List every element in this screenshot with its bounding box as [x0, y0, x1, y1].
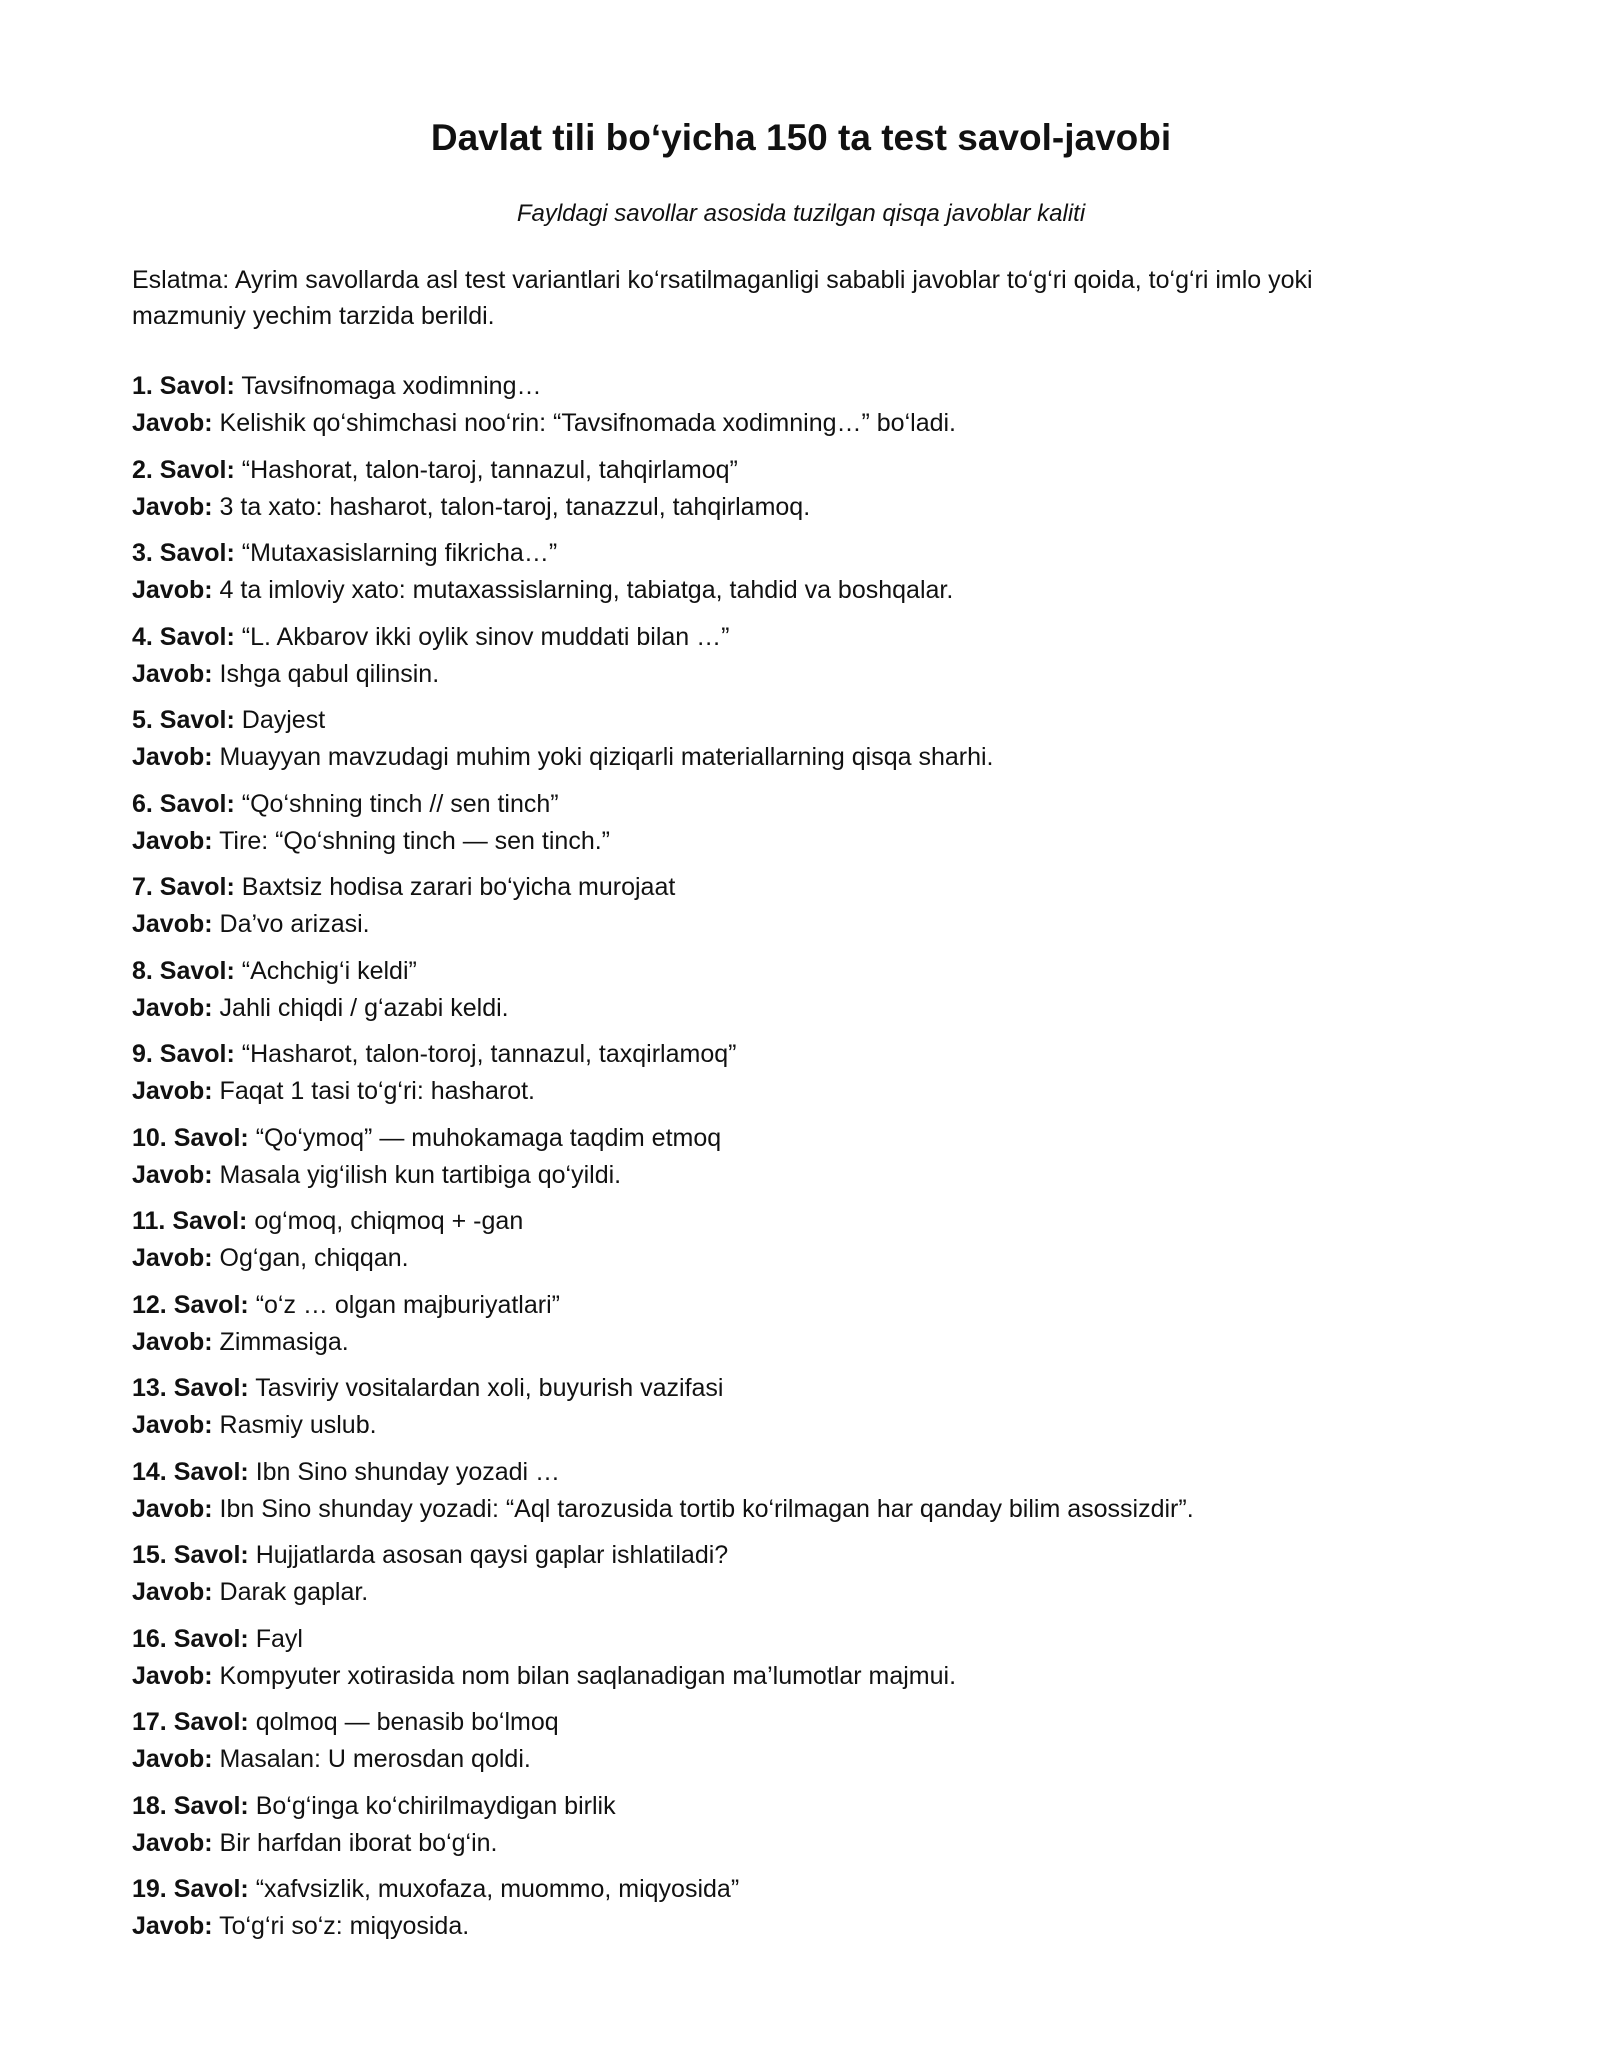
question-label: 9. Savol:: [132, 1040, 235, 1068]
answer-text: To‘g‘ri so‘z: miqyosida.: [219, 1912, 470, 1940]
answer-line: [132, 739, 1430, 776]
answer-text: Masala yig‘ilish kun tartibiga qo‘yildi.: [219, 1160, 622, 1189]
qa-item: [132, 1704, 1430, 1778]
document-note: Eslatma: Ayrim savollarda asl test variantlari ko‘rsatilmaganligi sababli javoblar to‘g‘ri qoida, to‘g‘ri imlo yoki mazmuniy yechim tarzida berildi.: [132, 266, 1313, 330]
qa-item: [132, 452, 1430, 526]
question-line: [132, 1871, 1430, 1908]
question-text: “Qo‘ymoq” — muhokamaga taqdim etmoq: [255, 1123, 722, 1152]
question-line: [132, 452, 1430, 489]
answer-text: Jahli chiqdi / g‘azabi keldi.: [219, 993, 509, 1022]
answer-label: Javob:: [132, 1745, 213, 1773]
question-label: 10. Savol:: [132, 1123, 249, 1152]
document-title: Davlat tili bo‘yicha 150 ta test savol-javobi: [430, 117, 1172, 158]
question-text: Baxtsiz hodisa zarari bo‘yicha murojaat: [241, 873, 676, 901]
question-text: Ibn Sino shunday yozadi …: [255, 1457, 561, 1486]
question-text: “Mutaxasislarning fikricha…”: [241, 539, 558, 567]
answer-label: Javob:: [132, 1077, 213, 1105]
answer-text: Darak gaplar.: [219, 1578, 369, 1606]
answer-line: [132, 489, 1430, 526]
answer-line: [132, 1825, 1430, 1862]
answer-label: Javob:: [132, 576, 213, 604]
answer-label: Javob:: [132, 492, 213, 521]
question-text: Dayjest: [241, 706, 326, 734]
question-text: “L. Akbarov ikki oylik sinov muddati bilan …”: [241, 622, 730, 651]
question-text: “xafvsizlik, muxofaza, muommo, miqyosida”: [255, 1875, 740, 1903]
question-text: “Achchig‘i keldi”: [241, 956, 417, 985]
answer-label: Javob:: [132, 409, 213, 437]
answer-text: Kelishik qo‘shimchasi noo‘rin: “Tavsifnomada xodimning…” bo‘ladi.: [219, 409, 956, 437]
answer-text: Tire: “Qo‘shning tinch — sen tinch.”: [219, 826, 610, 855]
question-line: [132, 1621, 1430, 1658]
question-text: “Hasharot, talon-toroj, tannazul, taxqirlamoq”: [241, 1040, 737, 1068]
question-label: 19. Savol:: [132, 1875, 249, 1903]
qa-item: [132, 1370, 1430, 1444]
question-text: Tasviriy vositalardan xoli, buyurish vazifasi: [255, 1374, 724, 1402]
question-line: [132, 368, 1430, 405]
question-line: [132, 869, 1430, 906]
question-line: [132, 1370, 1430, 1407]
answer-line: [132, 1157, 1430, 1194]
answer-text: Muayyan mavzudagi muhim yoki qiziqarli materiallarning qisqa sharhi.: [219, 743, 994, 771]
answer-text: Faqat 1 tasi to‘g‘ri: hasharot.: [219, 1077, 535, 1105]
answer-line: [132, 572, 1430, 609]
answer-text: Ibn Sino shunday yozadi: “Aql tarozusida tortib ko‘rilmagan har qanday bilim asossizdir”.: [219, 1494, 1194, 1523]
question-line: [132, 619, 1430, 656]
question-label: 8. Savol:: [132, 956, 235, 985]
question-label: 14. Savol:: [132, 1457, 249, 1486]
answer-text: 4 ta imloviy xato: mutaxassislarning, tabiatga, tahdid va boshqalar.: [219, 576, 954, 604]
qa-item: [132, 1871, 1430, 1945]
qa-item: [132, 786, 1430, 860]
answer-line: [132, 1407, 1430, 1444]
answer-label: Javob:: [132, 1661, 213, 1690]
answer-label: Javob:: [132, 1411, 213, 1439]
answer-line: [132, 1491, 1430, 1528]
question-text: og‘moq, chiqmoq + -gan: [254, 1207, 524, 1235]
question-line: [132, 1704, 1430, 1741]
question-line: [132, 1120, 1430, 1157]
question-text: “Qo‘shning tinch // sen tinch”: [241, 789, 559, 818]
question-label: 7. Savol:: [132, 873, 235, 901]
answer-text: Masalan: U merosdan qoldi.: [219, 1745, 531, 1773]
answer-line: [132, 1741, 1430, 1778]
question-line: [132, 786, 1430, 823]
question-label: 11. Savol:: [132, 1207, 248, 1235]
answer-label: Javob:: [132, 1244, 213, 1272]
answer-text: Og‘gan, chiqqan.: [219, 1244, 409, 1272]
answer-text: 3 ta xato: hasharot, talon-taroj, tanazzul, tahqirlamoq.: [219, 492, 811, 521]
question-label: 16. Savol:: [132, 1624, 249, 1653]
answer-label: Javob:: [132, 1494, 213, 1523]
qa-item: [132, 869, 1430, 943]
qa-item: [132, 535, 1430, 609]
question-text: Fayl: [255, 1624, 303, 1653]
answer-text: Rasmiy uslub.: [219, 1411, 377, 1439]
question-line: [132, 1454, 1430, 1491]
question-line: [132, 1203, 1430, 1240]
answer-line: [132, 1073, 1430, 1110]
answer-line: [132, 405, 1430, 442]
qa-item: [132, 1621, 1430, 1695]
answer-line: [132, 1574, 1430, 1611]
qa-item: [132, 1036, 1430, 1110]
answer-text: Da’vo arizasi.: [219, 910, 370, 938]
question-label: 5. Savol:: [132, 706, 235, 734]
answer-label: Javob:: [132, 993, 213, 1022]
question-text: Tavsifnomaga xodimning…: [241, 372, 542, 400]
answer-line: [132, 906, 1430, 943]
qa-item: [132, 702, 1430, 776]
qa-item: [132, 1454, 1430, 1528]
answer-label: Javob:: [132, 743, 213, 771]
question-text: “o‘z … olgan majburiyatlari”: [255, 1290, 560, 1319]
answer-label: Javob:: [132, 1578, 213, 1606]
question-label: 18. Savol:: [132, 1791, 249, 1820]
qa-item: [132, 1788, 1430, 1862]
question-text: “Hashorat, talon-taroj, tannazul, tahqirlamoq”: [241, 455, 738, 484]
question-label: 3. Savol:: [132, 539, 235, 567]
answer-line: [132, 823, 1430, 860]
answer-label: Javob:: [132, 1912, 213, 1940]
answer-line: [132, 1658, 1430, 1695]
answer-line: [132, 1324, 1430, 1361]
answer-text: Bir harfdan iborat bo‘g‘in.: [219, 1828, 498, 1857]
question-label: 12. Savol:: [132, 1290, 249, 1319]
answer-label: Javob:: [132, 1160, 213, 1189]
qa-item: [132, 1203, 1430, 1277]
answer-text: Kompyuter xotirasida nom bilan saqlanadigan ma’lumotlar majmui.: [219, 1661, 957, 1690]
question-label: 15. Savol:: [132, 1541, 249, 1569]
qa-list: [132, 368, 1430, 1945]
question-label: 4. Savol:: [132, 622, 235, 651]
document-subtitle: Fayldagi savollar asosida tuzilgan qisqa javoblar kaliti: [516, 200, 1086, 227]
qa-item: [132, 953, 1430, 1027]
answer-line: [132, 656, 1430, 693]
question-line: [132, 953, 1430, 990]
qa-item: [132, 619, 1430, 693]
question-line: [132, 1537, 1430, 1574]
qa-item: [132, 1537, 1430, 1611]
question-line: [132, 535, 1430, 572]
qa-item: [132, 1120, 1430, 1194]
question-line: [132, 702, 1430, 739]
answer-label: Javob:: [132, 1327, 213, 1356]
question-label: 2. Savol:: [132, 455, 235, 484]
answer-label: Javob:: [132, 1828, 213, 1857]
question-text: qolmoq — benasib bo‘lmoq: [255, 1708, 559, 1736]
question-line: [132, 1287, 1430, 1324]
question-line: [132, 1036, 1430, 1073]
question-text: Bo‘g‘inga ko‘chirilmaydigan birlik: [255, 1791, 616, 1820]
answer-line: [132, 990, 1430, 1027]
qa-item: [132, 368, 1430, 442]
question-line: [132, 1788, 1430, 1825]
answer-label: Javob:: [132, 826, 213, 855]
answer-line: [132, 1240, 1430, 1277]
answer-label: Javob:: [132, 659, 213, 688]
question-label: 1. Savol:: [132, 372, 235, 400]
answer-label: Javob:: [132, 910, 213, 938]
question-text: Hujjatlarda asosan qaysi gaplar ishlatiladi?: [255, 1541, 729, 1569]
question-label: 13. Savol:: [132, 1374, 249, 1402]
answer-line: [132, 1908, 1430, 1945]
qa-item: [132, 1287, 1430, 1361]
answer-text: Zimmasiga.: [219, 1327, 349, 1356]
question-label: 17. Savol:: [132, 1708, 249, 1736]
question-label: 6. Savol:: [132, 789, 235, 818]
answer-text: Ishga qabul qilinsin.: [219, 659, 440, 688]
